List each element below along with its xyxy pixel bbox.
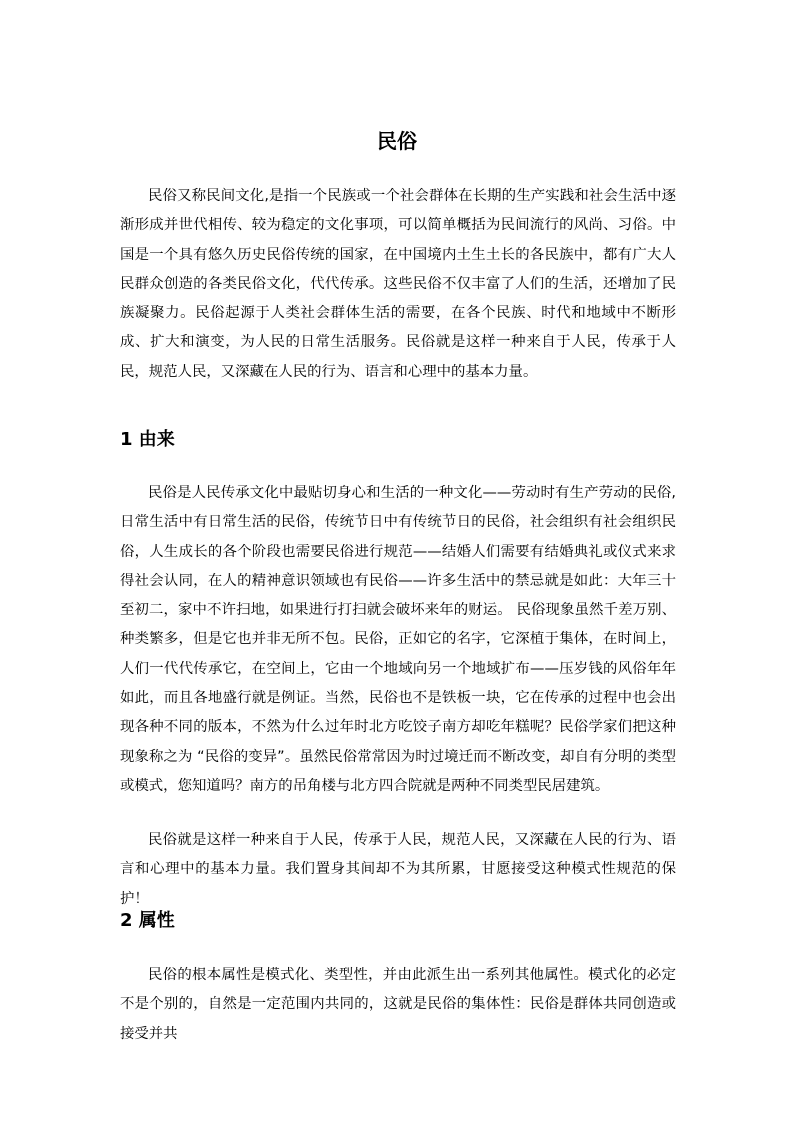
document-title: 民俗 (377, 129, 417, 153)
origin-paragraph-2: 民俗就是这样一种来自于人民，传承于人民，规范人民，又深藏在人民的行为、语言和心理中的基本力量。我们置身其间却不为其所累，甘愿接受这种模式性规范的保护！ (120, 832, 676, 907)
section-heading-attributes: 2 属性 (120, 910, 175, 931)
intro-paragraph: 民俗又称民间文化,是指一个民族或一个社会群体在长期的生产实践和社会生活中逐渐形成并世代相传、较为稳定的文化事项，可以简单概括为民间流行的风尚、习俗。中国是一个具有悠久历史民俗传统的国家，在中国境内土生土长的各民族中，都有广大人民群众创造的各类民俗文化，代代传承。这些民俗不仅丰富了人们的生活，还增加了民族凝聚力。民俗起源于人类社会群体生活的需要，在各个民族、时代和地域中不断形成、扩大和演变，为人民的日常生活服务。民俗就是这样一种来自于人民，传承于人民，规范人民，又深藏在人民的行为、语言和心理中的基本力量。 (120, 188, 676, 380)
origin-paragraph-1: 民俗是人民传承文化中最贴切身心和生活的一种文化——劳动时有生产劳动的民俗,日常生活中有日常生活的民俗，传统节日中有传统节日的民俗，社会组织有社会组织民俗，人生成长的各个阶段也需要民俗进行规范——结婚人们需要有结婚典礼或仪式来求得社会认同，在人的精神意识领域也有民俗——许多生活中的禁忌就是如此：大年三十至初二，家中不许扫地，如果进行打扫就会破坏来年的财运。 民俗现象虽然千差万别、种类繁多，但是它也并非无所不包。民俗，正如它的名字，它深植于集体，在时间上，人们一代代传承它，在空间上，它由一个地域向另一个地域扩布——压岁钱的风俗年年如此，而且各地盛行就是例证。当然，民俗也不是铁板一块，它在传承的过程中也会出现各种不同的版本，不然为什么过年时北方吃饺子南方却吃年糕呢？民俗学家们把这种现象称之为 “民俗的变异”。虽然民俗常常因为时过境迁而不断改变，却自有分明的类型或模式，您知道吗？南方的吊角楼与北方四合院就是两种不同类型民居建筑。 (120, 485, 676, 794)
section-heading-origin: 1 由来 (120, 429, 175, 450)
attributes-paragraph-1: 民俗的根本属性是模式化、类型性，并由此派生出一系列其他属性。模式化的必定不是个别的，自然是一定范围内共同的，这就是民俗的集体性：民俗是群体共同创造或接受并共 (120, 967, 676, 1042)
